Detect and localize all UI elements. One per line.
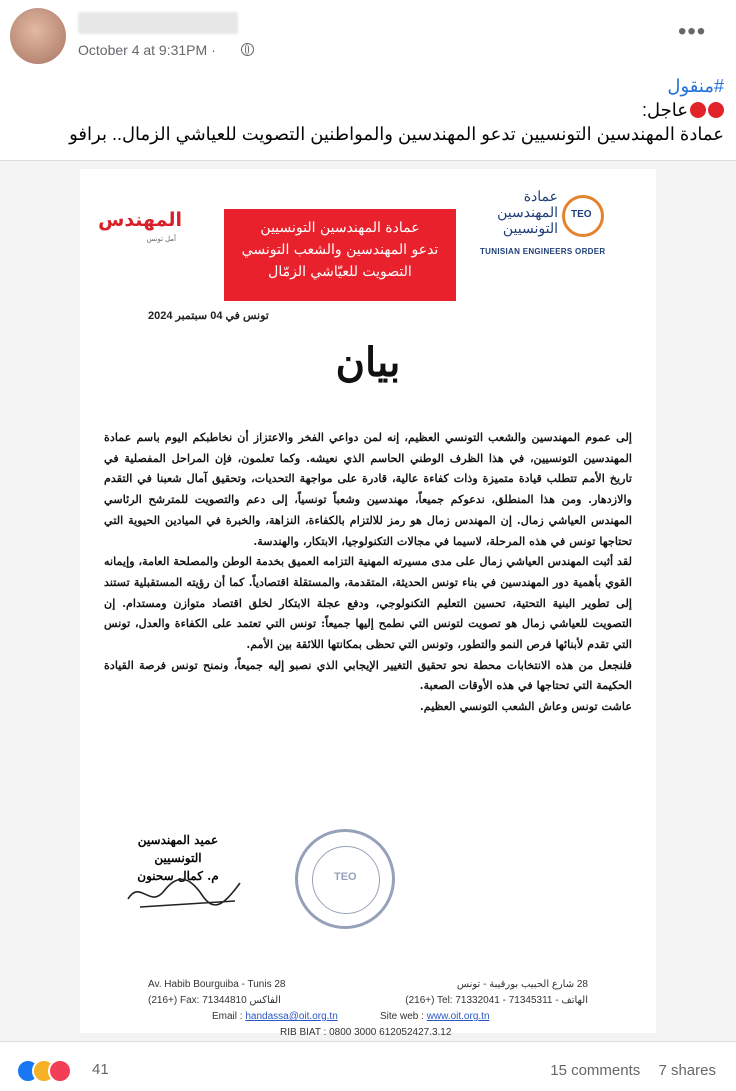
headline-box-line: عمادة المهندسين التونسيين	[260, 220, 420, 236]
red-circle-icon	[708, 102, 724, 118]
letter-paragraph: إلى عموم المهندسين والشعب التونسي العظيم، إنه لمن دواعي الفخر والاعتزاز أن نخاطبكم اليوم باسم عمادة المهندسين التونسيين، في هذا الظرف الوطني الحاسم الذي نعيشه. وكما تعلمون، فإن المراحل المفصلية في تاريخ الأمم تتطلب قيادة متميزة وذات كفاءة عالية، قادرة على مواجهة التحديات، وتحقيق آمال شعبنا في التقدم والازدهار. ومن هذا المنطلق، ندعوكم جميعاً، مهندسين وشعباً تونسياً، إلى دعم والتصويت للمترشح الرئاسي المهندس العياشي زمال. إن المهندس زمال هو رمز للالتزام بالكفاءة، النزاهة، والخبرة في الميادين الحيوية التي تحتاجها تونس في هذه المرحلة، لاسيما في مجالات التكنولوجيا، الابتكار، والهندسة.	[104, 430, 632, 548]
logo-subtext: أمل تونس	[146, 236, 176, 243]
site-link: www.oit.org.tn	[426, 1011, 490, 1022]
tel-number: (216+) Tel: 71332041 - 71345311 -	[405, 995, 559, 1006]
author-name-blurred[interactable]	[78, 12, 238, 34]
avatar[interactable]	[10, 8, 66, 64]
teo-emblem-icon	[562, 195, 604, 237]
address-ar: 28 شارع الحبيب بورقيبة - تونس	[456, 979, 588, 990]
org-name-line: التونسيين	[502, 221, 558, 237]
post-header	[0, 0, 736, 70]
fax-line	[148, 993, 281, 1009]
site-label: Site web :	[380, 1011, 424, 1022]
teo-logo	[476, 189, 626, 259]
almohandes-logo	[92, 205, 182, 255]
official-stamp	[295, 829, 395, 929]
address-en: Av. Habib Bourguiba - Tunis 28	[148, 979, 286, 990]
site-line	[380, 1009, 490, 1025]
letter-paragraph: لقد أثبت المهندس العياشي زمال على مدى مسيرته المهنية التزامه العميق بخدمة الوطن والمصلحة العامة، وإيمانه القوي بأهمية دور المهندسين في بناء تونس الحديثة، المتقدمة، والمستقلة اقتصادياً. كما أن رؤيته المستقبلية تستند إلى تطوير البنية التحتية، تحسين التعليم التكنولوجي، ودفع عجلة الابتكار لخلق اقتصاد متوازن ومستدام. إن التصويت للعياشي زمال هو تصويت لتونس التي نطمح إليها جميعاً: تونس التي تعتمد على الكفاءة والعدل، تونس التي تقدم لأبنائها فرص النمو والتطور، وتونس التي تحظى بمكانتها اللائقة بين الأمم.	[104, 554, 632, 652]
signature-name: م. كمال سحنون	[137, 869, 219, 883]
letter-paragraph: عاشت تونس وعاش الشعب التونسي العظيم.	[419, 699, 632, 714]
email-line	[212, 1009, 338, 1025]
reaction-count[interactable]: 41	[92, 1061, 109, 1078]
fax-number: (216+) Fax: 71344810	[148, 995, 247, 1006]
logo-text: المهندس	[98, 209, 182, 231]
headline-box	[224, 209, 456, 301]
post-headline: عمادة المهندسين التونسيين تدعو المهندسين والمواطنين التصويت للعياشي الزمال.. برافو	[69, 124, 724, 144]
more-options-button[interactable]: •••	[678, 18, 707, 45]
headline-box-line: تدعو المهندسين والشعب التونسي	[241, 242, 439, 258]
red-circle-icon	[690, 102, 706, 118]
org-name-line: عمادة	[523, 189, 558, 205]
headline-box-line: التصويت للعيّاشي الزمّال	[268, 264, 412, 280]
letter-date: تونس في 04 سبتمبر 2024	[148, 310, 269, 322]
letter-paragraph: فلنجعل من هذه الانتخابات محطة نحو تحقيق التغيير الإيجابي الذي نصبو إليه جميعاً، ونمنح تونس فرصة القيادة الحكيمة التي تحتاجها في هذه الأوقات الصعبة.	[104, 657, 632, 693]
rib-line: RIB BIAT : 0800 3000 612052427.3.12	[280, 1027, 452, 1038]
tel-line	[405, 993, 588, 1009]
love-reaction-icon	[48, 1059, 72, 1083]
letter-document	[80, 169, 656, 1038]
post-image[interactable]	[0, 160, 736, 1042]
email-link: handassa@oit.org.tn	[245, 1011, 338, 1022]
post-timestamp[interactable]: October 4 at 9:31PM ·	[78, 42, 216, 58]
comments-count[interactable]: 15 comments	[550, 1062, 641, 1079]
fax-ar-label: الفاكس	[249, 995, 281, 1006]
hashtag-link[interactable]: #منقول	[667, 76, 724, 96]
shares-count[interactable]: 7 shares	[658, 1062, 716, 1079]
urgent-label: عاجل:	[642, 100, 688, 120]
org-name-arabic	[476, 189, 558, 237]
email-label: Email :	[212, 1011, 243, 1022]
post-stats	[536, 1062, 716, 1079]
org-name-line: المهندسين	[497, 205, 558, 221]
globe-icon	[241, 43, 254, 56]
handwritten-signature	[120, 869, 250, 915]
signature-title: عميد المهندسين التونسيين	[137, 833, 219, 865]
letter-body	[104, 427, 632, 717]
urgent-line	[69, 98, 724, 122]
tel-ar-label: الهاتف	[561, 995, 588, 1006]
letter-title: بيان	[335, 339, 401, 386]
post-text	[69, 74, 724, 146]
org-name-english: TUNISIAN ENGINEERS ORDER	[480, 247, 606, 256]
